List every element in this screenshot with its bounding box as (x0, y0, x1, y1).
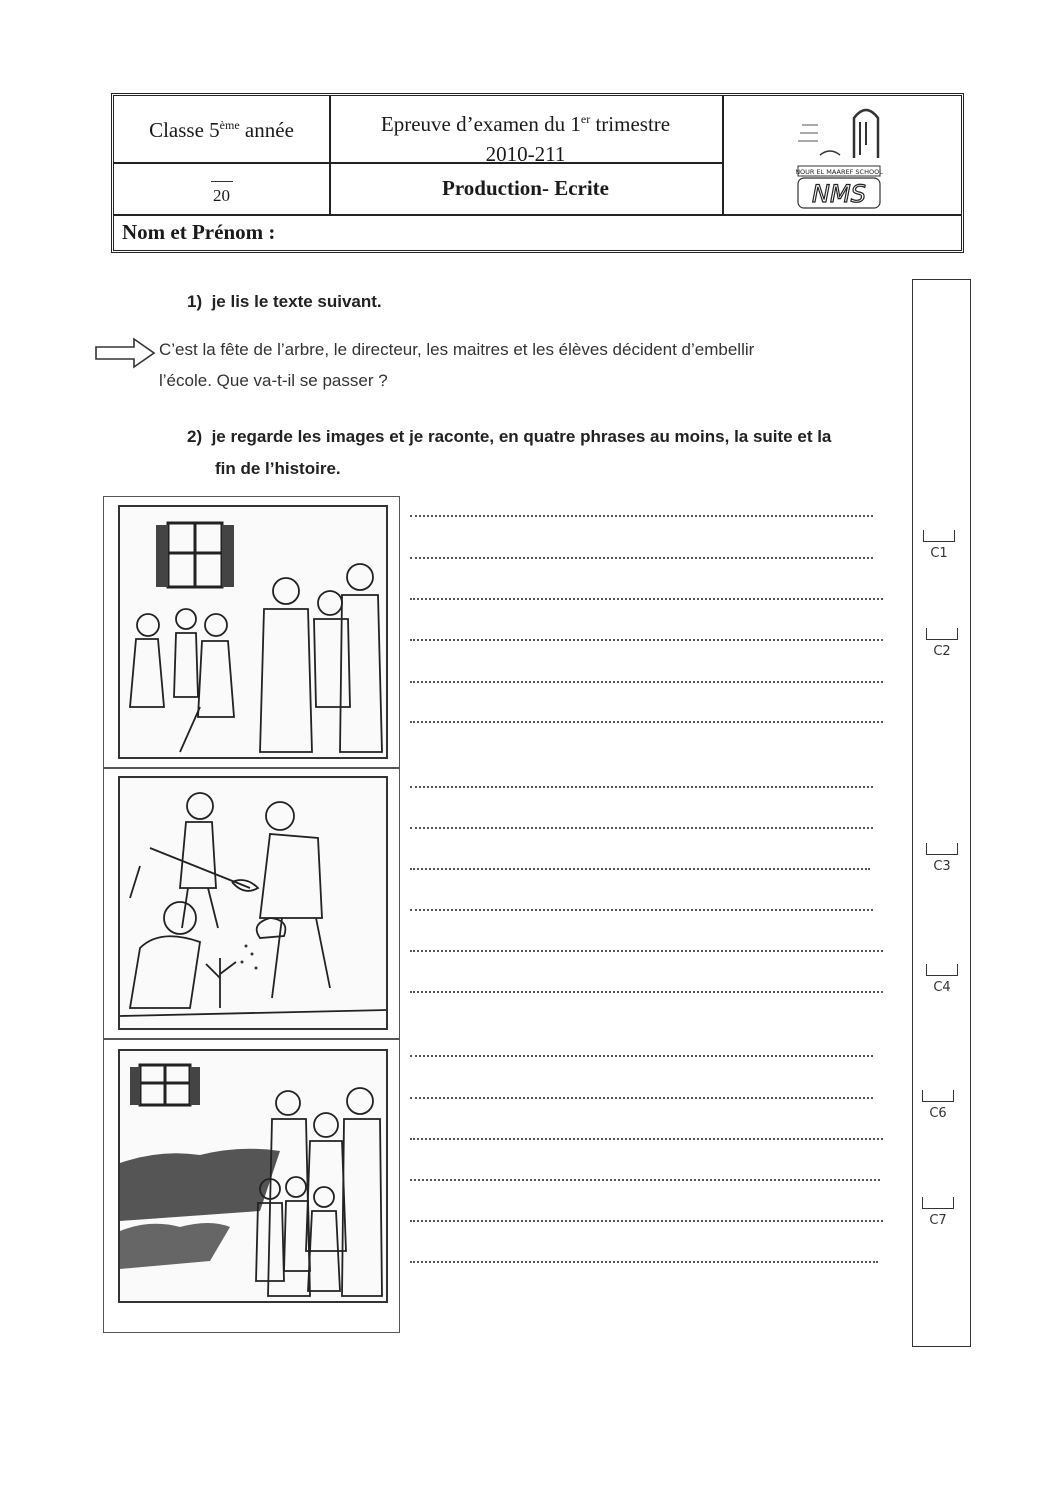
answer-line[interactable] (410, 991, 883, 993)
scoring-column (912, 279, 971, 1347)
image-panel (103, 496, 400, 1333)
logo-school-name: NOUR EL MAAREF SCHOOL (796, 168, 883, 176)
answer-line[interactable] (410, 515, 873, 517)
class-label: Classe 5ème année (149, 118, 294, 142)
criterion-c4: C4 (922, 964, 962, 995)
answer-line[interactable] (410, 868, 870, 870)
answer-line[interactable] (410, 557, 873, 559)
score-box[interactable] (922, 1090, 954, 1102)
score-total: 20 (114, 171, 329, 206)
logo-initials: NMS (812, 180, 866, 208)
answer-line[interactable] (410, 1220, 883, 1222)
answer-line[interactable] (410, 786, 873, 788)
answer-line[interactable] (410, 1138, 883, 1140)
passage-line-1: C’est la fête de l’arbre, le directeur, les maitres et les élèves décident d’embellir (159, 340, 755, 359)
answer-line[interactable] (410, 950, 883, 952)
name-field-label: Nom et Prénom : (122, 220, 276, 244)
criterion-c1: C1 (919, 530, 959, 561)
school-logo (796, 100, 886, 215)
criterion-c7: C7 (918, 1197, 958, 1228)
score-box[interactable] (922, 1197, 954, 1209)
score-box[interactable] (926, 964, 958, 976)
criterion-c2: C2 (922, 628, 962, 659)
answer-line[interactable] (410, 1261, 878, 1263)
illustration-garden-result (118, 1049, 388, 1303)
answer-line[interactable] (410, 598, 883, 600)
question-2: 2) je regarde les images et je raconte, en quatre phrases au moins, la suite et la fin de l’histoire. (187, 427, 832, 478)
score-box[interactable] (923, 530, 955, 542)
illustration-school-gathering (118, 505, 388, 759)
answer-line[interactable] (410, 721, 883, 723)
answer-line[interactable] (410, 1097, 873, 1099)
score-box[interactable] (926, 628, 958, 640)
passage-line-2: l’école. Que va-t-il se passer ? (159, 371, 388, 390)
criterion-c3: C3 (922, 843, 962, 874)
answer-line[interactable] (410, 1179, 880, 1181)
exam-title: Epreuve d’examen du 1er trimestre 2010-211 (329, 104, 722, 169)
arrow-right-icon (94, 336, 158, 374)
score-box[interactable] (926, 843, 958, 855)
answer-line[interactable] (410, 681, 883, 683)
illustration-planting-trees (118, 776, 388, 1030)
answer-line[interactable] (410, 827, 873, 829)
answer-line[interactable] (410, 909, 873, 911)
answer-line[interactable] (410, 1055, 873, 1057)
exam-year: 2010-211 (485, 142, 566, 166)
subject-title: Production- Ecrite (442, 176, 609, 200)
answer-line[interactable] (410, 639, 883, 641)
question-1: 1) je lis le texte suivant. (187, 292, 382, 311)
criterion-c6: C6 (918, 1090, 958, 1121)
